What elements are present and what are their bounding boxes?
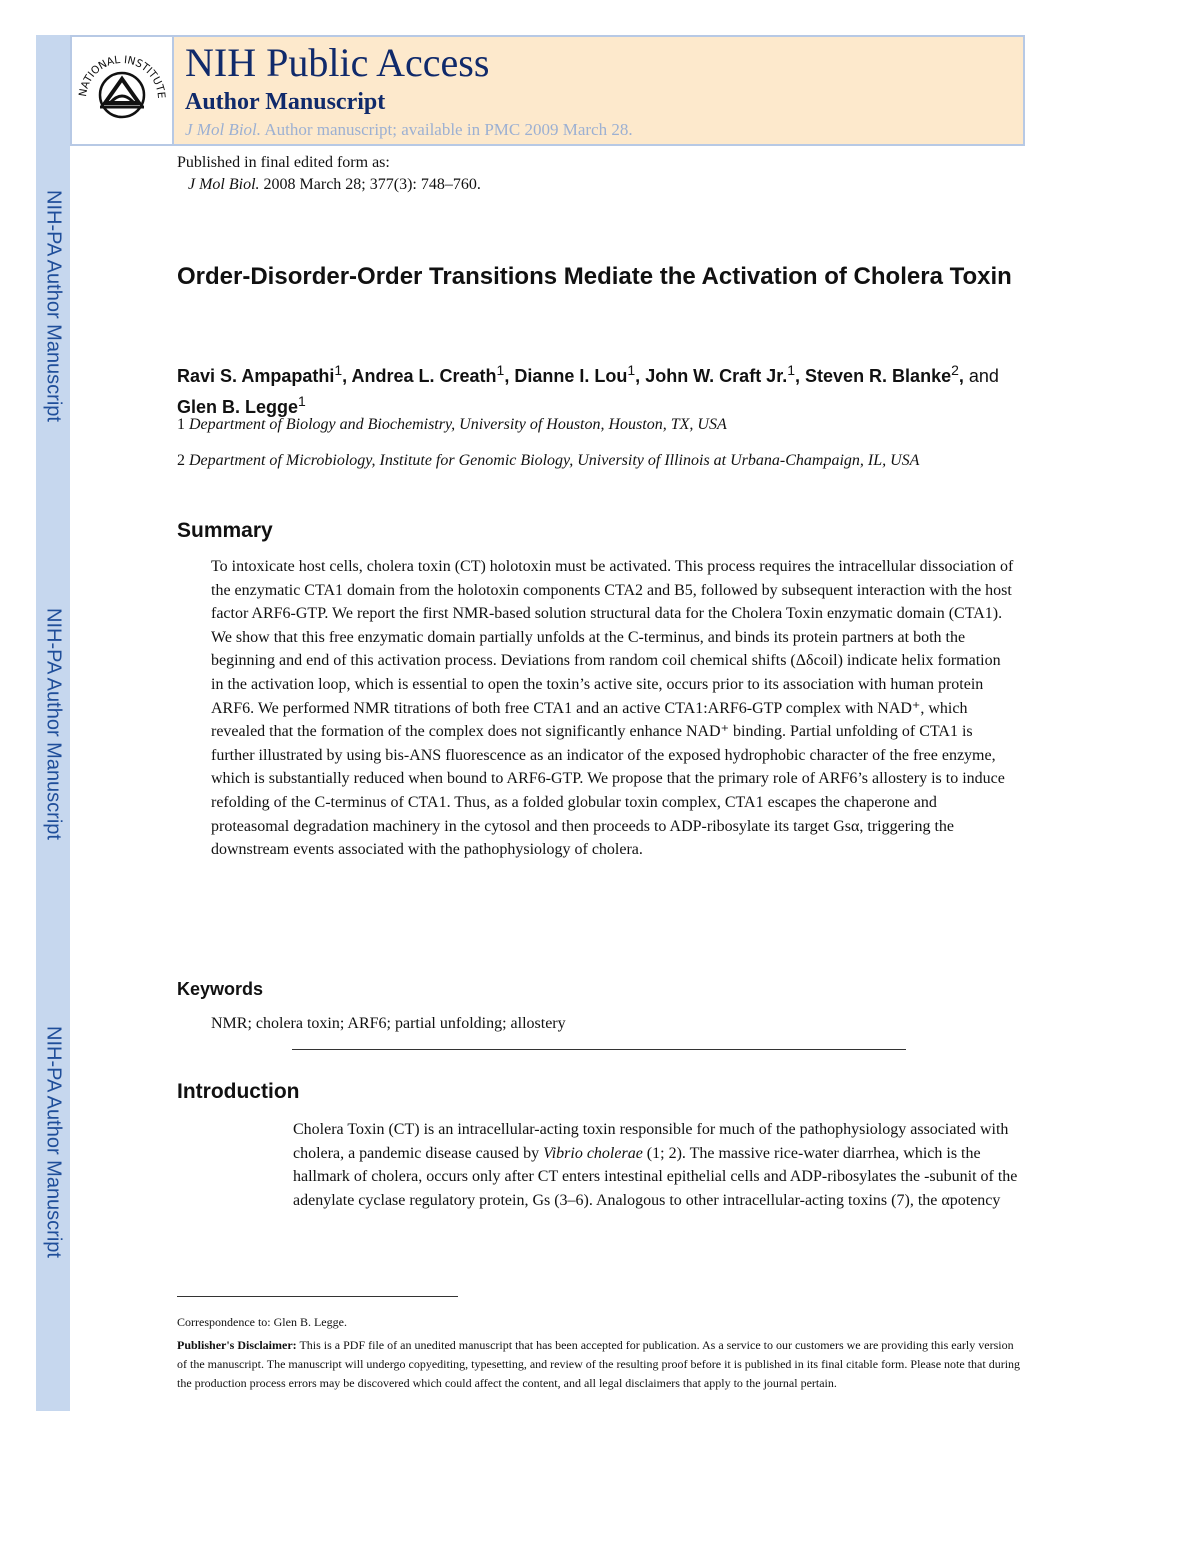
author: Steven R. Blanke xyxy=(805,366,952,386)
article-title: Order-Disorder-Order Transitions Mediate the Activation of Cholera Toxin xyxy=(177,263,1012,290)
header-subtitle: Author Manuscript xyxy=(185,89,386,115)
summary-text: To intoxicate host cells, cholera toxin (CT) holotoxin must be activated. This process requires the intracellular dissociation of the enzymatic CTA1 domain from the holotoxin components CTA2 and B5, followed by subsequent interaction with the host factor ARF6-GTP. We report the first NMR-based solution structural data for the Cholera Toxin enzymatic domain (CTA1). We show that this free enzymatic domain partially unfolds at the C-terminus, and binds its protein partners at both the beginning and end of this activation process. Deviations from random coil chemical shifts (Δδcoil) indicate helix formation in the activation loop, which is essential to open the toxin’s active site, occurs prior to its association with human protein ARF6. We performed NMR titrations of both free CTA1 and an active CTA1:ARF6-GTP complex with NAD⁺, which revealed that the formation of the complex does not significantly enhance NAD⁺ binding. Partial unfolding of CTA1 is further illustrated by using bis-ANS fluorescence as an indicator of the exposed hydrophobic character of the free enzyme, which is substantially reduced when bound to ARF6-GTP. We propose that the primary role of ARF6’s allostery is to induce refolding of the C-terminus of CTA1. Thus, as a folded globular toxin complex, CTA1 escapes the chaperone and proteasomal degradation machinery in the cytosol and then proceeds to ADP-ribosylate its target Gsα, triggering the downstream events associated with the pathophysiology of cholera. xyxy=(211,558,1014,859)
publication-info xyxy=(177,152,481,196)
correspondence-note: Correspondence to: Glen B. Legge. xyxy=(177,1315,347,1329)
introduction-heading: Introduction xyxy=(177,1080,300,1103)
keywords-text: NMR; cholera toxin; ARF6; partial unfolding; allostery xyxy=(211,1015,566,1032)
author: John W. Craft Jr. xyxy=(645,366,788,386)
author: Ravi S. Ampapathi xyxy=(177,366,335,386)
section-divider xyxy=(292,1049,906,1050)
nih-logo xyxy=(70,35,174,146)
header-availability: J Mol Biol. Author manuscript; available in PMC 2009 March 28. xyxy=(185,120,633,139)
author: Glen B. Legge xyxy=(177,397,299,417)
logo-ring-text: NATIONAL INSTITUTE xyxy=(76,53,168,100)
affiliation: 1 Department of Biology and Biochemistry, University of Houston, Houston, TX, USA xyxy=(177,416,727,433)
publisher-disclaimer: Publisher's Disclaimer: This is a PDF file of an unedited manuscript that has been accepted for publication. As a service to our customers we are providing this early version of the manuscript. The manuscript will undergo copyediting, typesetting, and review of the resulting proof before it is published in its final citable form. Please note that during the production process errors may be discovered which could affect the content, and all legal disclaimers that apply to the journal pertain. xyxy=(177,1338,1021,1390)
author: Andrea L. Creath xyxy=(351,366,497,386)
publication-citation: J Mol Biol. 2008 March 28; 377(3): 748–760. xyxy=(188,176,481,193)
summary-heading: Summary xyxy=(177,519,273,542)
nih-header xyxy=(174,35,1025,146)
publication-label: Published in final edited form as: xyxy=(177,154,390,171)
footnote-divider xyxy=(177,1296,458,1297)
keywords-heading: Keywords xyxy=(177,979,264,999)
author: Dianne I. Lou xyxy=(514,366,628,386)
introduction-text: Cholera Toxin (CT) is an intracellular-acting toxin responsible for much of the pathophysiology associated with cholera, a pandemic disease caused by Vibrio cholerae (1; 2). The massive rice-water diarrhea, which is the hallmark of cholera, occurs only after CT enters intestinal epithelial cells and ADP-ribosylates the -subunit of the adenylate cyclase regulatory protein, Gs (3–6). Analogous to other intracellular-acting toxins (7), the αpotency xyxy=(293,1121,1018,1209)
affiliation: 2 Department of Microbiology, Institute for Genomic Biology, University of Illinois at Urbana-Champaign, IL, USA xyxy=(177,452,920,469)
author-list: Ravi S. Ampapathi$^1$, Andrea L. Creath$^1$, Dianne I. Lou$^1$, John W. Craft Jr.$^1$, Steven R. Blanke$^2$, and Glen B. Legge$^1$ xyxy=(177,362,999,417)
nih-seal-icon xyxy=(72,37,172,144)
header-title: NIH Public Access xyxy=(185,40,490,85)
